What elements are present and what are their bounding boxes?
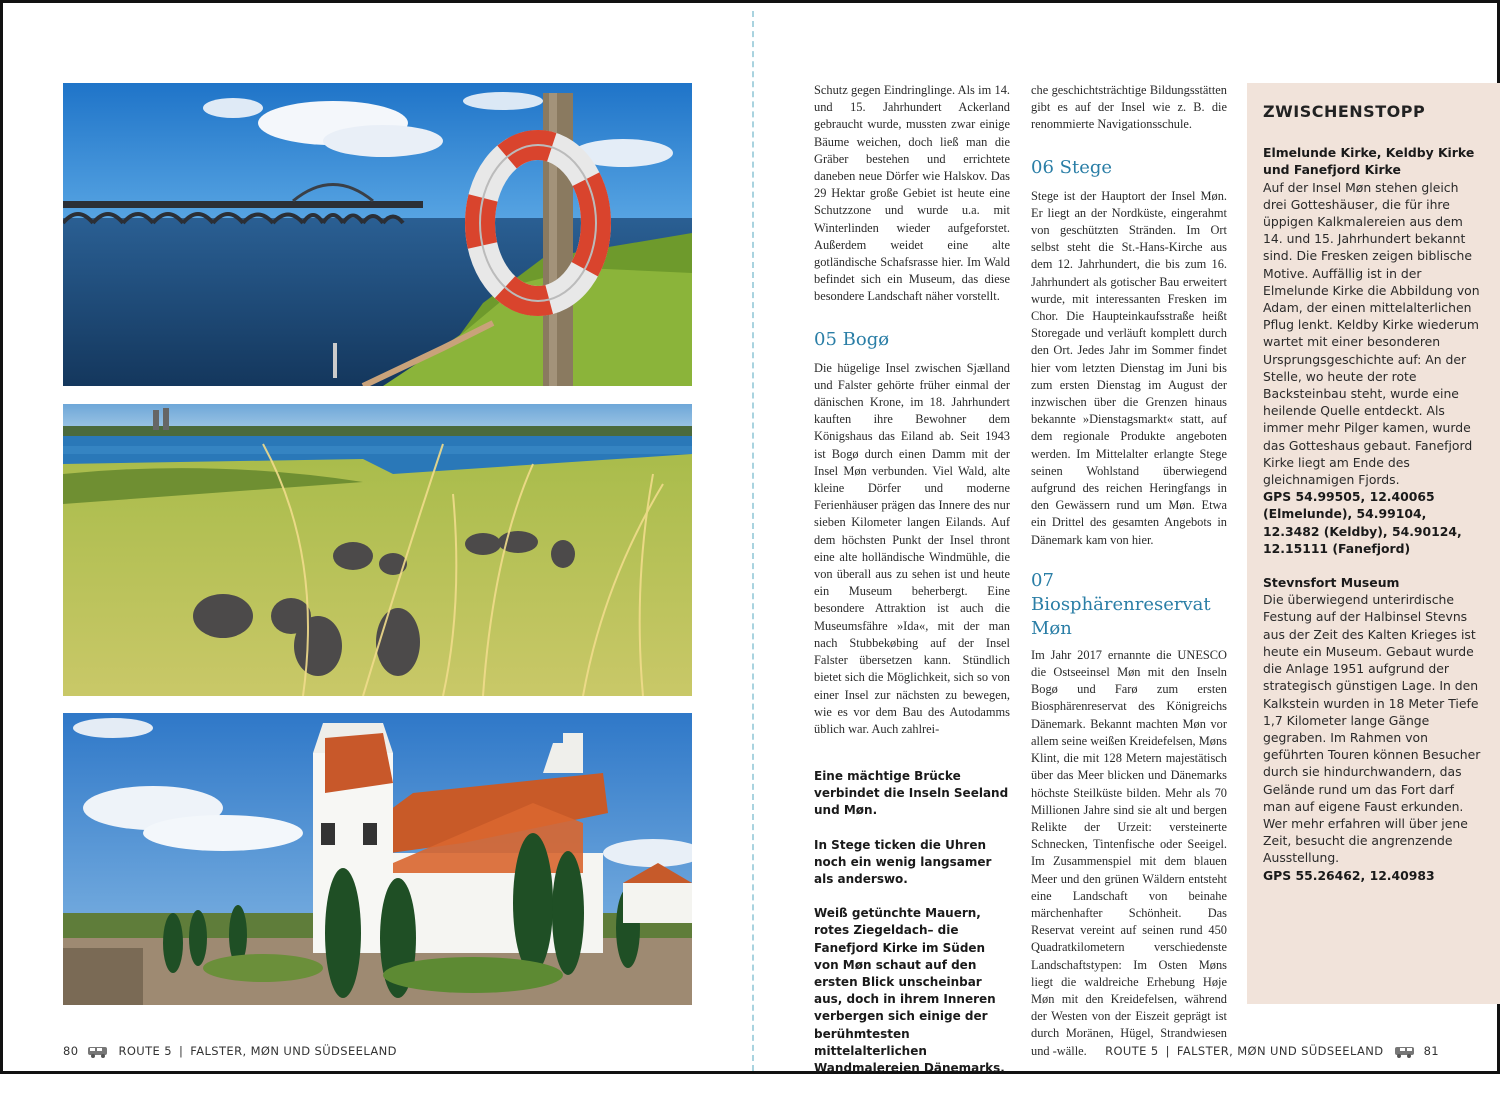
section-title: Bogø [842,328,890,350]
text-column-2 [1031,82,1227,1060]
church-photo [63,713,692,1005]
page-number-right: 81 [1423,1044,1439,1058]
footer-route-left: ROUTE 5 [118,1044,172,1058]
caption-stege: In Stege ticken die Uhren noch ein wenig langsamer als anderswo. [814,837,992,887]
stopover-item1-text: Auf der Insel Møn stehen gleich drei Gotteshäuser, die für ihre üppigen Kalkmalereien aus dem 14. und 15. Jahrhundert bekannt sind. Die Fresken zeigen biblische Motive. Auffällig ist in der Elmelunde Kirke die Abbildung von Adam, der einen mittelalterlichen Pflug lenkt. Keldby Kirke wiederum wartet mit einer besonderen Ursprungsgeschichte auf: An der Stelle, wo heute der rote Backsteinbau steht, wurde eine heilende Quelle entdeckt. Als immer mehr Pilger kamen, wurde das Gotteshaus gebaut. Fanefjord Kirke liegt am Ende des gleichnamigen Fjords. [1263,179,1480,488]
section-title: Stege [1059,156,1113,178]
section-heading-bogo [814,328,1010,352]
col1-bogo-text: Die hügelige Insel zwischen Sjælland und Falster gehörte früher einmal der dänischen Krone, im 18. Jahrhundert kauften ihre Bewohner dem Königshaus das Eiland ab. Seit 1943 ist Bogø durch einen Damm mit der Insel Møn verbunden. Viel Wald, alte kleine Dörfer und moderne Ferienhäuser prägen das Innere des nur sieben Kilometer langen Eilands. Auf dem höchsten Punkt der Insel thront eine alte holländische Windmühle, die von überall aus zu sehen ist und heute ein Museum beherbergt. Eine besondere Attraktion ist auch die Museumsfähre »Ida«, mit der man nach Stubbekøbing auf der Insel Falster übersetzen kann. Stündlich bietet sich die Möglichkeit, sich so von einer Insel zur nächsten zu bewegen, wie es vor dem Bau des Autodamms üblich war. Auch zahlrei- [814,360,1010,736]
section-heading-stege [1031,156,1227,180]
caption-bridge: Eine mächtige Brücke verbindet die Inseln Seeland und Møn. [814,769,1009,818]
bridge-photo [63,83,692,386]
page-number-left: 80 [63,1044,79,1058]
footer-region-right: FALSTER, MØN UND SÜDSEELAND [1176,1044,1384,1058]
footer-left [63,1044,397,1058]
col1-intro: Schutz gegen Eindringlinge. Als im 14. und 15. Jahrhundert Ackerland gebraucht wurde, mussten zwar einige Bäume weichen, doch ließ man die Gräber bestehen und errichtete daneben neue Dörfer wie Halskov. Das 29 Hektar große Gebiet ist heute eine Schutzzone und wurde u.a. mit Winterlinden wieder aufgeforstet. Außerdem weidet eine alte gotländische Schafsrasse hier. Im Wald befindet sich ein Museum, das diese besondere Landschaft näher vorstellt. [814,83,1010,304]
col2-stege-text: Stege ist der Hauptort der Insel Møn. Er liegt an der Nordküste, eingerahmt von geschützten Stränden. Im Ort selbst steht die St.-Hans-Kirche aus dem 12. Jahrhundert, die bis zum 16. Jahrhundert als gotischer Bau erweitert wurde, mit interessanten Fresken im Chor. Die Haupteinkaufsstraße heißt Storegade und verläuft komplett durch den Ort. Jedes Jahr im Sommer findet hier vom letzten Dienstag im Juni bis zum ersten Dienstag im August der inzwischen über die Grenzen hinaus bekannte »Dienstagsmarkt« statt, auf dem regionale Produkte angeboten werden. Im Mittelalter erlangte Stege seinen Wohlstand überwiegend aufgrund des reichen Heringfangs in den Gewässern rund um Møn. Etwa ein Drittel des gesamten Angebots in Dänemark kam von hier. [1031,188,1227,547]
footer-divider: | [1165,1044,1170,1058]
footer-region-left: FALSTER, MØN UND SÜDSEELAND [190,1044,397,1058]
caption-church: Weiß getünchte Mauern, rotes Ziegeldach– die Fanefjord Kirke im Süden von Møn schaut auf den ersten Blick unscheinbar aus, doch in ihrem Inneren verbergen sich einige der berühmtesten mittelalterlichen Wandmalereien Dänemarks. [814,906,1005,1076]
stopover-title: ZWISCHENSTOPP [1263,102,1426,121]
footer-route-right: ROUTE 5 [1105,1044,1159,1058]
stopover-box [1247,83,1500,1004]
section-number: 05 [814,328,837,350]
col2-intro: che geschichtsträchtige Bildungsstätten gibt es auf der Insel wie z. B. die renommierte Navigationsschule. [1031,83,1227,132]
section-heading-biosphere [1031,569,1227,641]
col2-biosphere-text: Im Jahr 2017 ernannte die UNESCO die Ostseeinsel Møn mit den Inseln Bogø und Farø zum ersten Biosphärenreservat des Königreichs Dänemark. Bekannt machten Møn vor allem seine weißen Kreidefelsen, Møns Klint, die mit 128 Metern majestätisch über das Meer blicken und Dänemarks höchste Steilküste bilden. Mehr als 70 Millionen Jahre sind sie alt und bergen Relikte der Urzeit: versteinerte Schnecken, Tintenfische oder Seeigel. Im Zusammenspiel mit dem blauen Meer und den grünen Wäldern entsteht eine Landschaft von beinahe märchenhafter Schönheit. Das Reservat vereint auf seinen rund 450 Quadratkilometern verschiedenste Landschaftstypen: Im Osten Møns liegt die waldreiche Erhebung Høje Møn mit den Kreidefelsen, während der Westen von der Eiszeit geprägt ist durch Moränen, Hügel, Strandwiesen und -wälle. [1031,647,1227,1058]
stopover-item2-text: Die überwiegend unterirdische Festung auf der Halbinsel Stevns aus der Zeit des Kalten Krieges ist heute ein Museum. Gebaut wurde die Anlage 1951 aufgrund der strategisch günstigen Lage. In den Kalkstein wurden in 18 Meter Tiefe 1,7 Kilometer lange Gänge gegraben. Im Rahmen von geführten Touren können Besucher durch sie hindurchwandern, das Gelände rund um das Fort darf man auf eigene Faust erkunden. Wer mehr erfahren will über jene Zeit, besucht die angrenzende Ausstellung. [1263,592,1481,866]
stopover-item1-gps: GPS 54.99505, 12.40065 (Elmelunde), 54.99104, 12.3482 (Keldby), 54.90124, 12.15111 (Fanefjord) [1263,489,1462,556]
footer-right [1105,1044,1439,1058]
section-number: 06 [1031,156,1054,178]
text-column-1 [814,82,1010,738]
stopover-item1-title: Elmelunde Kirke, Keldby Kirke und Fanefjord Kirke [1263,145,1475,178]
footer-divider: | [178,1044,184,1058]
photo-captions [814,768,1010,1094]
camper-van-icon [1393,1044,1415,1058]
page-gutter [752,11,754,1071]
stopover-item2-title: Stevnsfort Museum [1263,575,1400,591]
camper-van-icon [87,1044,109,1058]
sheep-photo [63,404,692,696]
section-number: 07 [1031,569,1054,591]
stopover-item2-gps: GPS 55.26462, 12.40983 [1263,867,1435,883]
section-title: Biosphärenreservat Møn [1031,593,1211,639]
